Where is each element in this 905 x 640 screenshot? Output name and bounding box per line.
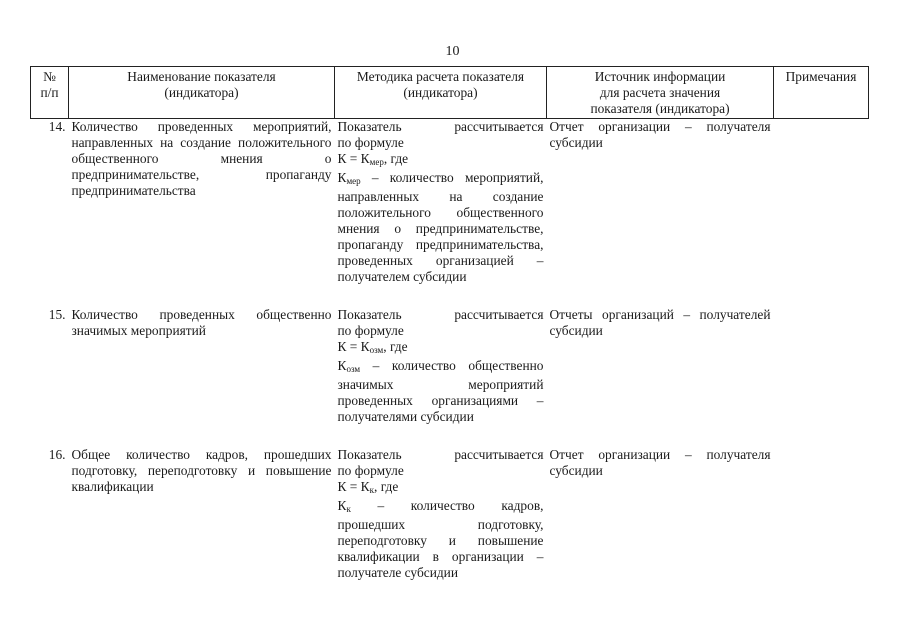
row-method: Показатель рассчитывается по формуле $К = К_{озм}$, где $К_{озм}$ – количество общественно значимых мероприятий проведенных организациями – получателями субсидии (337, 307, 544, 424)
row-num: 15. (48, 307, 66, 322)
header-name: Наименование показателя (индикатора) (69, 67, 335, 119)
row-num: 14. (48, 119, 66, 134)
formula-definition: $К_{озм}$ – количество общественно значимых мероприятий проведенных организациями – получателями субсидии (337, 358, 544, 424)
indicators-table (30, 66, 869, 581)
row-spacer (31, 285, 869, 307)
row-spacer (31, 425, 869, 447)
table-row (31, 307, 869, 425)
row-method: Показатель рассчитывается по формуле $К = К_к$, где $К_к$ – количество кадров, прошедших подготовку, переподготовку и повышение квалификации в организации – получателе субсидии (337, 447, 544, 580)
header-source: Источник информации для расчета значения показателя (индикатора) (547, 67, 774, 119)
header-notes: Примечания (774, 67, 869, 119)
row-name: Количество проведенных общественно значимых мероприятий (71, 307, 332, 338)
row-source: Отчет организации – получателя субсидии (549, 447, 771, 478)
table-row (31, 447, 869, 581)
table-row (31, 119, 869, 286)
row-name: Общее количество кадров, прошедших подготовку, переподготовку и повышение квалификации (71, 447, 332, 494)
row-source: Отчеты организаций – получателей субсидии (549, 307, 771, 338)
row-name: Количество проведенных мероприятий, направленных на создание положительного общественного мнения о предпринимательстве, пропаганду предпринимательства (71, 119, 332, 198)
formula-definition: $К_к$ – количество кадров, прошедших подготовку, переподготовку и повышение квалификации в организации – получателе субсидии (337, 498, 544, 580)
indicators-table-container (30, 66, 868, 581)
page-number: 10 (445, 44, 460, 59)
table-header-row (31, 67, 869, 119)
row-notes (774, 119, 869, 286)
formula: $К = К_к$, где (337, 479, 399, 495)
row-notes (774, 307, 869, 425)
formula: $К = К_{озм}$, где (337, 339, 408, 355)
row-source: Отчет организации – получателя субсидии (549, 119, 771, 150)
header-num: № п/п (31, 67, 69, 119)
formula: $К = К_{мер}$, где (337, 151, 409, 167)
row-num: 16. (48, 447, 66, 462)
header-method: Методика расчета показателя (индикатора) (335, 67, 547, 119)
row-notes (774, 447, 869, 581)
formula-definition: $К_{мер}$ – количество мероприятий, направленных на создание положительного общественного мнения о предпринимательстве, пропаганду предпринимательства, проведенных организацией – получателем субсидии (337, 170, 544, 284)
row-method: Показатель рассчитывается по формуле $К = К_{мер}$, где $К_{мер}$ – количество мероприятий, направленных на создание положительного общественного мнения о предпринимательстве, пропаганду предпринимательства, проведенных организацией – получателем субсидии (337, 119, 544, 284)
